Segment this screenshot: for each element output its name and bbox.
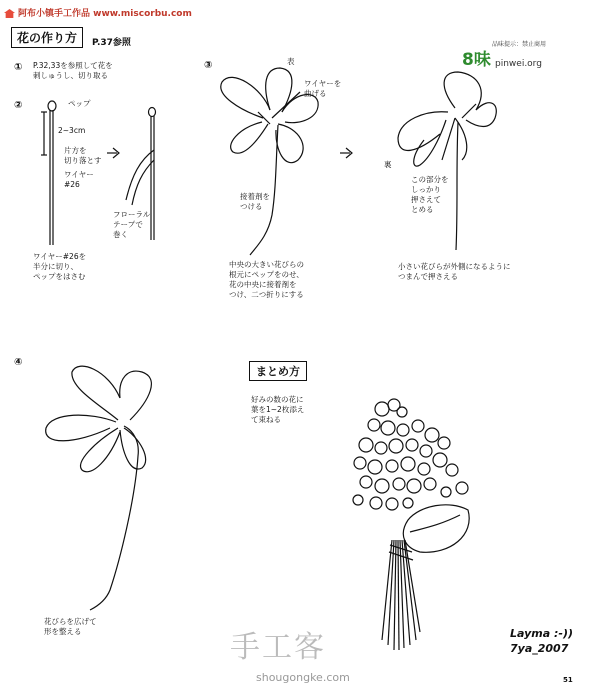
- step-4-flower: [46, 366, 152, 610]
- watermark-big: 手工客: [230, 630, 326, 665]
- matome-text: 好みの数の花に 葉を1~2枚添え て束ねる: [251, 395, 305, 424]
- arrow-icon: [340, 148, 352, 158]
- step-2-length-label: 2~3cm: [58, 126, 86, 135]
- step-1-text: P.32,33を参照して花を 刺しゅうし、切り取る: [33, 61, 113, 80]
- step-3-caption: 中央の大きい花びらの 根元にペップをのせ、 花の中央に接着剤を つけ、二つ折りにする: [229, 260, 304, 299]
- page-title: 花の作り方: [11, 27, 83, 48]
- step-3-press-label: この部分を しっかり 押さえて とめる: [411, 175, 449, 214]
- step-2-wire-diagram: [41, 101, 56, 245]
- step-2-pep-label: ペップ: [68, 99, 91, 108]
- signature-line-2: 7ya_2007: [510, 642, 569, 655]
- step-2-wire-label: ワイヤー #26: [64, 170, 94, 189]
- bouquet-illustration: [353, 399, 469, 650]
- step-3-caption-2: 小さい花びらが外側になるように つまんで押さえる: [398, 262, 511, 281]
- step-3-flower-front: [221, 68, 318, 255]
- step-2-caption: ワイヤー#26を 半分に切り、 ペップをはさむ: [33, 252, 87, 281]
- step-3-front-label: 表: [287, 57, 295, 66]
- matome-title: まとめ方: [249, 361, 307, 381]
- step-3-back-label: 裏: [384, 160, 392, 169]
- step-1-number: ①: [14, 62, 23, 73]
- watermark-top-text: 阿布小镇手工作品 www.miscorbu.com: [18, 9, 192, 19]
- step-2-tape-label: フローラル テープで 巻く: [113, 210, 151, 239]
- page-number: 51: [563, 676, 573, 684]
- pinwei-site: pinwei.org: [495, 59, 542, 69]
- step-2-cut-label: 片方を 切り落とす: [64, 146, 102, 165]
- step-2-taped-wire: [126, 108, 156, 241]
- step-3-flower-folded: [398, 72, 496, 250]
- pinwei-mark: 8味: [462, 50, 491, 70]
- step-4-caption: 花びらを広げて 形を整える: [44, 617, 97, 636]
- arrow-icon: [107, 148, 119, 158]
- page-reference: P.37参照: [92, 38, 131, 48]
- step-4-number: ④: [14, 357, 23, 368]
- step-2-number: ②: [14, 100, 23, 111]
- watermark-bottom: shougongke.com: [256, 671, 350, 684]
- signature-line-1: Layma :-)): [510, 627, 573, 640]
- step-3-number: ③: [204, 60, 213, 71]
- pinwei-notice: 品味提示：禁止商用: [492, 41, 547, 48]
- step-3-bend-label: ワイヤーを 曲げる: [304, 79, 342, 98]
- step-3-glue-label: 接着剤を つける: [240, 192, 270, 211]
